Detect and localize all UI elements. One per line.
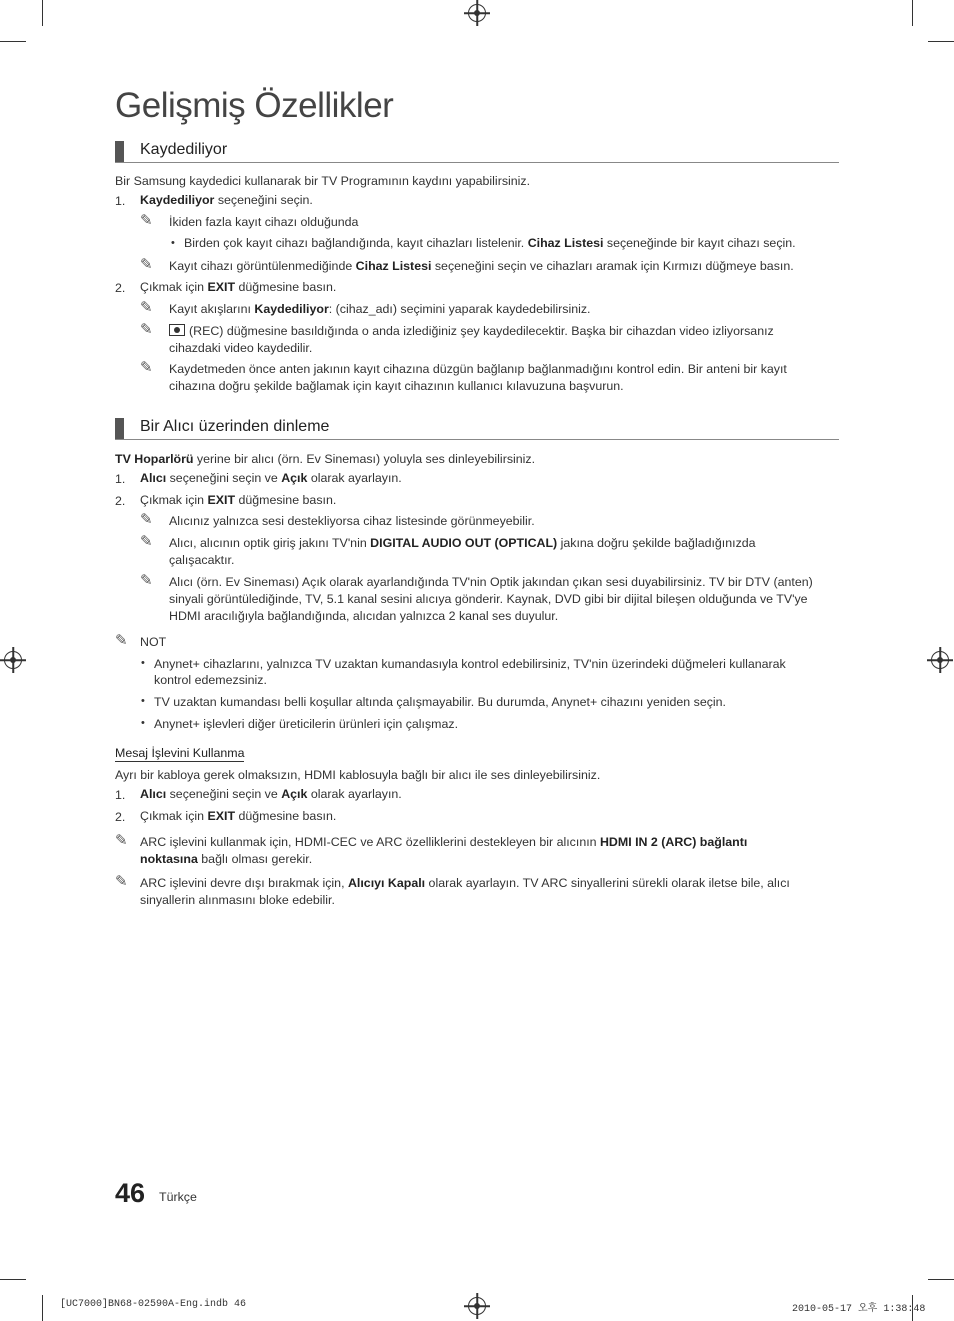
section-intro: Bir Samsung kaydedici kullanarak bir TV Programının kaydını yapabilirsiniz. xyxy=(115,174,531,188)
section-intro: Ayrı bir kabloya gerek olmaksızın, HDMI kablosuyla bağlı bir alıcı ile ses dinleyebilirsiniz. xyxy=(115,768,601,782)
note-text: Alıcı (örn. Ev Sineması) Açık olarak ayarlandığında TV'nin Optik jakından çıkan sesi duyabilirsiniz. TV bir DTV (anten) xyxy=(169,575,813,589)
note-icon: ✎ xyxy=(115,632,128,649)
crop-mark xyxy=(928,41,954,42)
registration-mark-icon xyxy=(4,651,22,669)
subsection-title-message: Mesaj İşlevini Kullanma xyxy=(115,746,245,760)
note-text: ARC işlevini kullanmak için, HDMI-CEC ve ARC özelliklerini destekleyen bir alıcının HDMI IN 2 (ARC) bağlantı xyxy=(140,835,748,849)
section-title-receiver: Bir Alıcı üzerinden dinleme xyxy=(140,418,330,435)
note-text: Alıcınız yalnızca sesi destekliyorsa cihaz listesinde görünmeyebilir. xyxy=(169,514,535,528)
crop-mark xyxy=(928,1279,954,1280)
page-title: Gelişmiş Özellikler xyxy=(115,86,394,125)
note-icon: ✎ xyxy=(140,511,153,528)
not-label: NOT xyxy=(140,635,167,649)
step-number: 1. xyxy=(115,194,126,208)
note-text: Alıcı, alıcının optik giriş jakını TV'nin DIGITAL AUDIO OUT (OPTICAL) jakına doğru şekilde bağladığınızda xyxy=(169,536,756,550)
note-text: cihazdaki video kaydedilir. xyxy=(169,341,313,355)
page-number: 46 xyxy=(115,1178,146,1208)
note-text: noktasına bağlı olması gerekir. xyxy=(140,852,313,866)
bullet-text: Anynet+ işlevleri diğer üreticilerin ürünleri için çalışmaz. xyxy=(154,717,459,731)
step-text: Çıkmak için EXIT düğmesine basın. xyxy=(140,280,337,294)
note-text: cihazına doğru şekilde bağlamak için kayıt cihazının kullanıcı kılavuzuna başvurun. xyxy=(169,379,624,393)
note-icon: ✎ xyxy=(140,533,153,550)
step-text: Alıcı seçeneğini seçin ve Açık olarak ayarlayın. xyxy=(140,471,402,485)
note-icon: ✎ xyxy=(140,321,153,338)
section-intro: TV Hoparlörü yerine bir alıcı (örn. Ev Sineması) yoluyla ses dinleyebilirsiniz. xyxy=(115,452,536,466)
section-title-recording: Kaydediliyor xyxy=(140,141,228,158)
step-text: Çıkmak için EXIT düğmesine basın. xyxy=(140,493,337,507)
print-file-info: [UC7000]BN68-02590A-Eng.indb 46 xyxy=(60,1299,247,1310)
step-text: Çıkmak için EXIT düğmesine basın. xyxy=(140,809,337,823)
bullet-icon: • xyxy=(171,237,175,249)
step-number: 1. xyxy=(115,472,126,486)
note-text: İkiden fazla kayıt cihazı olduğunda xyxy=(169,215,359,229)
note-text: sinyali görüntülediğinde, TV, 5.1 kanal sesini alıcıya gönderir. Kaynak, DVD gibi bir dijital bileşen olduğunda ve TV'ye xyxy=(169,592,808,606)
note-icon: ✎ xyxy=(140,572,153,589)
bullet-text: TV uzaktan kumandası belli koşullar altında çalışmayabilir. Bu durumda, Anynet+ cihazını yeniden seçin. xyxy=(154,695,727,709)
note-text: HDMI aracılığıyla bağlandığında, alıcıdan yalnızca 2 kanal ses duyulur. xyxy=(169,609,559,623)
bullet-icon: • xyxy=(141,695,145,707)
crop-mark xyxy=(0,41,26,42)
note-icon: ✎ xyxy=(140,256,153,273)
step-number: 2. xyxy=(115,494,126,508)
note-icon: ✎ xyxy=(115,873,128,890)
note-text: sinyallerin alınmasını bloke edebilir. xyxy=(140,893,335,907)
crop-mark xyxy=(42,1295,43,1321)
section-divider xyxy=(115,162,839,163)
section-marker xyxy=(115,141,124,162)
rec-button-icon xyxy=(169,324,185,336)
note-text: Kayıt akışlarını Kaydediliyor: (cihaz_adı) seçimini yaparak kaydedebilirsiniz. xyxy=(169,302,591,316)
note-text: (REC) düğmesine basıldığında o anda izlediğiniz şey kaydedilecektir. Başka bir cihazdan video izliyorsanız xyxy=(169,323,774,340)
note-text: çalışacaktır. xyxy=(169,553,235,567)
step-number: 2. xyxy=(115,810,126,824)
crop-mark xyxy=(912,0,913,26)
crop-mark xyxy=(0,1279,26,1280)
bullet-icon: • xyxy=(141,717,145,729)
crop-mark xyxy=(42,0,43,26)
note-text: Kaydetmeden önce anten jakının kayıt cihazına düzgün bağlanıp bağlanmadığını kontrol edin. Bir anteni bir kayıt xyxy=(169,362,787,376)
bullet-text: Birden çok kayıt cihazı bağlandığında, kayıt cihazları listelenir. Cihaz Listesi seçeneğinde bir kayıt cihazı seçin. xyxy=(184,236,796,250)
registration-mark-icon xyxy=(468,4,486,22)
page-language: Türkçe xyxy=(159,1190,197,1204)
bullet-text: Anynet+ cihazlarını, yalnızca TV uzaktan kumandasıyla kontrol edebilirsiniz, TV'nin üzerindeki düğmeleri kullanarak xyxy=(154,657,786,671)
bullet-icon: • xyxy=(141,657,145,669)
note-icon: ✎ xyxy=(140,212,153,229)
section-marker xyxy=(115,418,124,439)
bullet-text: kontrol edemezsiniz. xyxy=(154,673,267,687)
registration-mark-icon xyxy=(468,1297,486,1315)
note-icon: ✎ xyxy=(140,299,153,316)
note-text: ARC işlevini devre dışı bırakmak için, Alıcıyı Kapalı olarak ayarlayın. TV ARC sinyallerini sürekli olarak iletse bile, alıcı xyxy=(140,876,790,890)
step-text: Alıcı seçeneğini seçin ve Açık olarak ayarlayın. xyxy=(140,787,402,801)
print-timestamp: 2010-05-17 오후 1:38:48 xyxy=(792,1304,926,1315)
note-text: Kayıt cihazı görüntülenmediğinde Cihaz Listesi seçeneğini seçin ve cihazları aramak için Kırmızı düğmeye basın. xyxy=(169,259,794,273)
note-icon: ✎ xyxy=(115,832,128,849)
step-number: 1. xyxy=(115,788,126,802)
registration-mark-icon xyxy=(931,651,949,669)
step-number: 2. xyxy=(115,281,126,295)
section-divider xyxy=(115,439,839,440)
note-icon: ✎ xyxy=(140,359,153,376)
step-text: Kaydediliyor seçeneğini seçin. xyxy=(140,193,313,207)
